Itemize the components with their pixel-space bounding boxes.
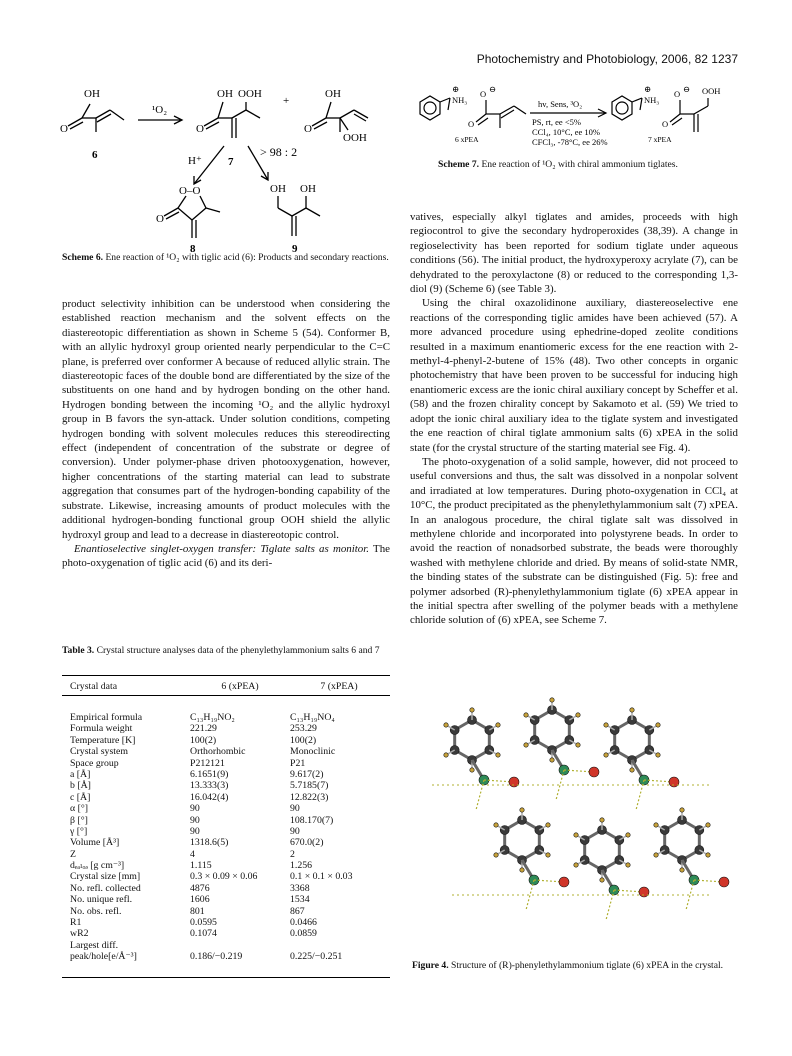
hydrogen-atom (546, 853, 550, 857)
hydrogen-atom (600, 818, 604, 822)
table3-body (70, 712, 388, 963)
table3-row (70, 792, 388, 803)
table3-cell: Orthorhombic (190, 746, 246, 758)
oxygen-atom (589, 767, 599, 777)
s7-nh3-1: NH₃ (452, 95, 468, 105)
s6-oh-2: OH (217, 88, 233, 100)
table3-cell: 0.0859 (290, 928, 317, 940)
table3-cell: wR2 (70, 928, 89, 940)
table3-cell: 1318.6(5) (190, 837, 229, 849)
s6-peroxy-ring: O–O (179, 185, 201, 197)
carbon-atom (580, 836, 589, 845)
table3-row (70, 758, 388, 769)
figure4-caption (412, 960, 732, 972)
table3-cell: 12.822(3) (290, 791, 329, 803)
table3-cell: 801 (190, 905, 205, 917)
table3-cell: 867 (290, 905, 305, 917)
carbon-atom (500, 826, 509, 835)
table3-cell: 0.3 × 0.09 × 0.06 (190, 871, 258, 883)
table3-row (70, 860, 388, 871)
table3-cell: P212121 (190, 757, 225, 769)
s7-minus-1: ⊖ (489, 84, 497, 94)
table3-row (70, 769, 388, 780)
carbon-atom (645, 726, 654, 735)
carbon-atom (610, 726, 619, 735)
carbon-atom (535, 846, 544, 855)
table3-cell (190, 940, 290, 951)
table3-cell: 6.1651(9) (190, 768, 229, 780)
scheme6-caption (62, 252, 390, 264)
table3-row (70, 746, 388, 757)
table3-cell: R1 (70, 917, 82, 929)
s7-nh3-2: NH₃ (644, 95, 660, 105)
table3-header-cell: 6 (xPEA) (221, 681, 259, 692)
s7-o-2: O (468, 119, 475, 129)
table3-cell: Formula weight (70, 723, 133, 735)
s6-oh-1: OH (84, 88, 100, 100)
table3-cell: 3368 (290, 882, 310, 894)
carbon-atom (485, 746, 494, 755)
table3-bottom-rule (62, 977, 390, 978)
carbon-atom (660, 826, 669, 835)
table3-cell: 5.7185(7) (290, 780, 329, 792)
table3-cell: 0.1074 (190, 928, 217, 940)
left-column-text (62, 297, 390, 571)
s6-o-1: O (60, 123, 68, 135)
s6-label-6: 6 (92, 149, 98, 161)
table3-cell: Crystal size [mm] (70, 871, 141, 883)
hydrogen-atom (630, 708, 634, 712)
s6-o-4: O (156, 213, 164, 225)
scheme6-caption-label: Scheme 6. (62, 252, 104, 263)
figure4-caption-label: Figure 4. (412, 960, 449, 971)
table3-cell: Largest diff. (70, 939, 119, 951)
table3-row (70, 826, 388, 837)
hydrogen-atom (574, 863, 578, 867)
table3-cell: Empirical formula (70, 712, 143, 723)
table3-cell: 1534 (290, 894, 310, 906)
running-head: Photochemistry and Photobiology, 2006, 82 1237 (476, 52, 738, 66)
scheme7-diagram (410, 80, 750, 155)
hydrogen-atom (444, 753, 448, 757)
s6-ooh-1: OOH (238, 88, 262, 100)
hydrogen-atom (656, 753, 660, 757)
table3-row (70, 837, 388, 848)
table3-cell: 4876 (190, 882, 210, 894)
table3-cell: Temperature [K] (70, 734, 136, 746)
hydrogen-atom (626, 863, 630, 867)
table3-row (70, 815, 388, 826)
s6-oh-4: OH (270, 183, 286, 195)
s7-minus-2: ⊖ (683, 84, 691, 94)
carbon-atom (615, 836, 624, 845)
s7-label-6: 6 xPEA (455, 135, 479, 144)
s6-label-9: 9 (292, 243, 298, 255)
s6-reagent: ¹O₂ (152, 104, 168, 116)
scheme7-caption-text: Ene reaction of ¹O₂ with chiral ammonium tiglates. (481, 159, 678, 170)
table3-cell: β [°] (70, 814, 88, 826)
carbon-atom (645, 746, 654, 755)
table3-cell: 2 (290, 848, 295, 860)
table3-row (70, 849, 388, 860)
hydrogen-atom (654, 853, 658, 857)
table3-cell: No. unique refl. (70, 894, 133, 906)
right-para-3: The photo-oxygenation of a solid sample, however, did not proceed to useful conversions and thus, the salt was dissolved in a nonpolar solvent and irradiated at low temperatures. During photo-oxygenation in CCl₄ at 10°C, the product precipitated as the phenylethylammonium salt (7) xPEA. In an analogous procedure, the chiral tiglate salt was dissolved in methylene chloride and incorporated into polystyrene beads. In order to avoid the reaction of nonadsorbed substrate, the beads were thoroughly washed with methylene chloride and dried. By means of solid-state NMR, the binding states of the substrate can be distinguished (Fig. 5): free and polymer adsorbed (R)-phenylethylammonium tiglate (6) xPEA appear in the initial spectra after swelling of the polymer beads with a methylene chloride solution of (6) xPEA, see Scheme 7. (410, 455, 738, 627)
carbon-atom (660, 846, 669, 855)
oxygen-atom (559, 877, 569, 887)
s7-plus-2: ⊕ (644, 84, 652, 94)
s6-label-8: 8 (190, 243, 196, 255)
table3-row (70, 951, 388, 962)
table3-cell: 4 (190, 848, 195, 860)
left-para-1: product selectivity inhibition can be understood when considering the established reaction mechanism and the solvent effects on the diastereotopic differentiation as shown in Scheme 5 (54). Conformer B, with an allylic hydroxyl group oriented nearly perpendicular to the C=C plane, is preferred over conformer A because of reduced allylic strain. The diastereotopic faces of the double bond are differentiated by the size of the substituents on one hand and by hydrogen bonding on the other hand. Hydrogen bonding between the incoming ¹O₂ and the allylic hydroxyl group in B favors the syn-attack. Under solution conditions, competing hydrogen bonding with solvent molecules reduces this stereodirecting effect (independent of concentration of the substrate or degree of conversion). Under polymer-phase driven photooxygenation, however, higher concentrations of the starting material can lead to substrate aggregation that consumes part of the hydrogen-bonding capability of the substrate. Likewise, increasing amounts of product molecules with the additional hydrogen-bonding functional group OOH shield the allylic hydroxyl group and lead to a decrease in diastereotopic control. (62, 298, 390, 541)
right-para-1: vatives, especially alkyl tiglates and amides, proceeds with high regiocontrol to give the secondary hydroperoxides (38,39). A change in regioselectivity has been reported for sodium tiglate under aqueous conditions (56). The initial product, the hydroxyperoxy acrylate (7), can be dehydrated to the peroxylactone (8) or reduced to the corresponding 1,3-diol (9) (Scheme 6) (see Table 3). (410, 211, 738, 296)
hydrogen-atom (680, 868, 684, 872)
hydrogen-atom (604, 753, 608, 757)
hydrogen-atom (600, 878, 604, 882)
s7-plus-1: ⊕ (452, 84, 460, 94)
hydrogen-atom (524, 713, 528, 717)
table3-caption-text: Crystal structure analyses data of the phenylethylammonium salts 6 and 7 (96, 645, 380, 656)
hydrogen-atom (706, 823, 710, 827)
hydrogen-atom (520, 808, 524, 812)
carbon-atom (450, 746, 459, 755)
hydrogen-atom (550, 698, 554, 702)
hydrogen-atom (574, 833, 578, 837)
hydrogen-atom (470, 768, 474, 772)
table3-cell (290, 940, 388, 951)
scheme7-caption-label: Scheme 7. (438, 159, 480, 170)
table3-row (70, 894, 388, 905)
figure4-caption-text: Structure of (R)-phenylethylammonium tiglate (6) xPEA in the crystal. (451, 960, 724, 971)
hydrogen-atom (550, 758, 554, 762)
left-para-2 (62, 542, 390, 571)
table3-cell: Z (70, 848, 76, 860)
table3-cell: 90 (190, 825, 200, 837)
table3-cell: dₑₐₗₒₔ [g cm⁻³] (70, 860, 125, 872)
table3-cell: 108.170(7) (290, 814, 334, 826)
table3-row (70, 735, 388, 746)
carbon-atom (565, 736, 574, 745)
table3-cell: 1.256 (290, 860, 313, 872)
table3-cell: Volume [Å³] (70, 837, 120, 849)
hydrogen-atom (630, 768, 634, 772)
table3-cell: b [Å] (70, 780, 91, 792)
s6-oh-3: OH (325, 88, 341, 100)
table3-cell: 0.225/−0.251 (290, 951, 343, 963)
s6-ooh-2: OOH (343, 132, 367, 144)
table3-row (70, 780, 388, 791)
oxygen-atom (719, 877, 729, 887)
table3-cell: 670.0(2) (290, 837, 324, 849)
carbon-atom (500, 846, 509, 855)
right-para-2: Using the chiral oxazolidinone auxiliary, diastereoselective ene reactions of the corresponding tiglic amides have been achieved (57). A more advanced procedure using ephedrine-doped zeolite conditions resulted in a maximum enantiomeric excess for the ene reaction with 2-methyl-4-phenyl-2-butene of 15% (48). Two other concepts in organic photochemistry that have been proven to be successful for inducing high enantiomeric excess are the ionic chiral auxiliary concept by Scheffer et al. (58) and the frozen chirality concept by Sakamoto et al. (59) We tried to adopt the ionic chiral auxiliary idea to the tiglate system and investigated the ene reaction of chiral tiglate ammonium salts (6) xPEA in the solid state (for the crystal structure of the starting material see Fig. 4). (410, 297, 738, 454)
table3-cell: 100(2) (190, 734, 217, 746)
table3-cell: α [°] (70, 803, 89, 815)
scheme6-caption-text: Ene reaction of ¹O₂ with tiglic acid (6): Products and secondary reactions. (105, 252, 389, 263)
carbon-atom (565, 716, 574, 725)
hydrogen-atom (494, 853, 498, 857)
table3-cell: Space group (70, 757, 119, 769)
table3-cell: γ [°] (70, 825, 88, 837)
s7-o-4: O (662, 119, 669, 129)
table3-row (70, 883, 388, 894)
table3-header-cell: 7 (xPEA) (320, 681, 358, 692)
carbon-atom (450, 726, 459, 735)
table3-row (70, 940, 388, 951)
table3-row (70, 917, 388, 928)
table3-cell: C₁₃H₁₉NO₄ (290, 712, 335, 723)
table3-row (70, 871, 388, 882)
s7-cond-top: hv, Sens, ³O₂ (538, 99, 583, 109)
table3-row (70, 906, 388, 917)
table3-cell: c [Å] (70, 791, 91, 803)
table3-cell: 221.29 (190, 723, 217, 735)
table3-cell: 253.29 (290, 723, 317, 735)
table3-cell: Crystal system (70, 746, 128, 758)
hydrogen-atom (680, 808, 684, 812)
s6-acid: H⁺ (188, 155, 202, 167)
left-para-2-text: The photo-oxygenation of tiglic acid (6) and its deri- (62, 542, 390, 570)
carbon-atom (485, 726, 494, 735)
hydrogen-atom (470, 708, 474, 712)
hydrogen-atom (654, 823, 658, 827)
hydrogen-atom (576, 713, 580, 717)
table3-cell: 0.1 × 0.1 × 0.03 (290, 871, 353, 883)
s6-oh-5: OH (300, 183, 316, 195)
table3-cell: 13.333(3) (190, 780, 229, 792)
figure4-crystal-structure (412, 690, 732, 955)
table3-cell: P21 (290, 757, 306, 769)
table3-cell: a [Å] (70, 768, 91, 780)
carbon-atom (610, 746, 619, 755)
hydrogen-atom (604, 723, 608, 727)
hydrogen-atom (546, 823, 550, 827)
hydrogen-atom (496, 753, 500, 757)
carbon-atom (530, 716, 539, 725)
table3-cell: No. refl. collected (70, 882, 141, 894)
hydrogen-atom (524, 743, 528, 747)
scheme7-caption (438, 159, 738, 171)
table3-header-row (70, 681, 388, 709)
carbon-atom (530, 736, 539, 745)
carbon-atom (535, 826, 544, 835)
s7-cond-3: CFCl₃, -78°C, ee 26% (532, 137, 608, 147)
hydrogen-atom (520, 868, 524, 872)
carbon-atom (615, 856, 624, 865)
carbon-atom (580, 856, 589, 865)
table3-row (70, 712, 388, 723)
scheme6-diagram (60, 80, 400, 255)
hydrogen-atom (626, 833, 630, 837)
s7-o-1: O (480, 89, 487, 99)
s6-label-7: 7 (228, 156, 234, 168)
table3-cell: 1606 (190, 894, 210, 906)
table3-cell: 90 (290, 803, 300, 815)
table3-cell: C₁₃H₁₉NO₂ (190, 712, 235, 723)
table3-cell: No. obs. refl. (70, 905, 122, 917)
hydrogen-atom (706, 853, 710, 857)
table3-cell: 9.617(2) (290, 768, 324, 780)
table3-row (70, 928, 388, 939)
table3-row (70, 803, 388, 814)
table3-cell: 16.042(4) (190, 791, 229, 803)
s6-o-3: O (304, 123, 312, 135)
table3-cell: 0.0466 (290, 917, 317, 929)
s6-plus: + (283, 95, 290, 107)
table3-cell: 90 (290, 825, 300, 837)
s7-cond-1: PS, rt, ee <5% (532, 117, 581, 127)
table3 (70, 681, 388, 709)
section-heading-tiglate: Enantioselective singlet-oxygen transfer: Tiglate salts as monitor. (74, 542, 369, 555)
table3-row (70, 723, 388, 734)
s7-ooh: OOH (702, 86, 721, 96)
table3-cell: 90 (190, 803, 200, 815)
table3-cell: 1.115 (190, 860, 212, 872)
table3-cell: peak/hole[e/Å⁻³] (70, 951, 137, 963)
s6-o-2: O (196, 123, 204, 135)
table3-header-cell: Crystal data (70, 681, 118, 692)
table3-cell: 0.0595 (190, 917, 217, 929)
s7-o-3: O (674, 89, 681, 99)
hydrogen-atom (656, 723, 660, 727)
table3-cell: 90 (190, 814, 200, 826)
table3-cell: 100(2) (290, 734, 317, 746)
table3-caption-label: Table 3. (62, 645, 95, 656)
s7-cond-2: CCl₄, 10°C, ee 10% (532, 127, 600, 137)
s7-label-7: 7 xPEA (648, 135, 672, 144)
hydrogen-atom (444, 723, 448, 727)
s6-ratio: > 98 : 2 (260, 145, 298, 159)
table3-cell: 0.186/−0.219 (190, 951, 243, 963)
hydrogen-atom (496, 723, 500, 727)
hydrogen-atom (494, 823, 498, 827)
hydrogen-atom (576, 743, 580, 747)
table3-cell: Monoclinic (290, 746, 336, 758)
right-column-text (410, 210, 738, 628)
table3-top-rule (62, 675, 390, 676)
table3-caption (62, 645, 390, 657)
